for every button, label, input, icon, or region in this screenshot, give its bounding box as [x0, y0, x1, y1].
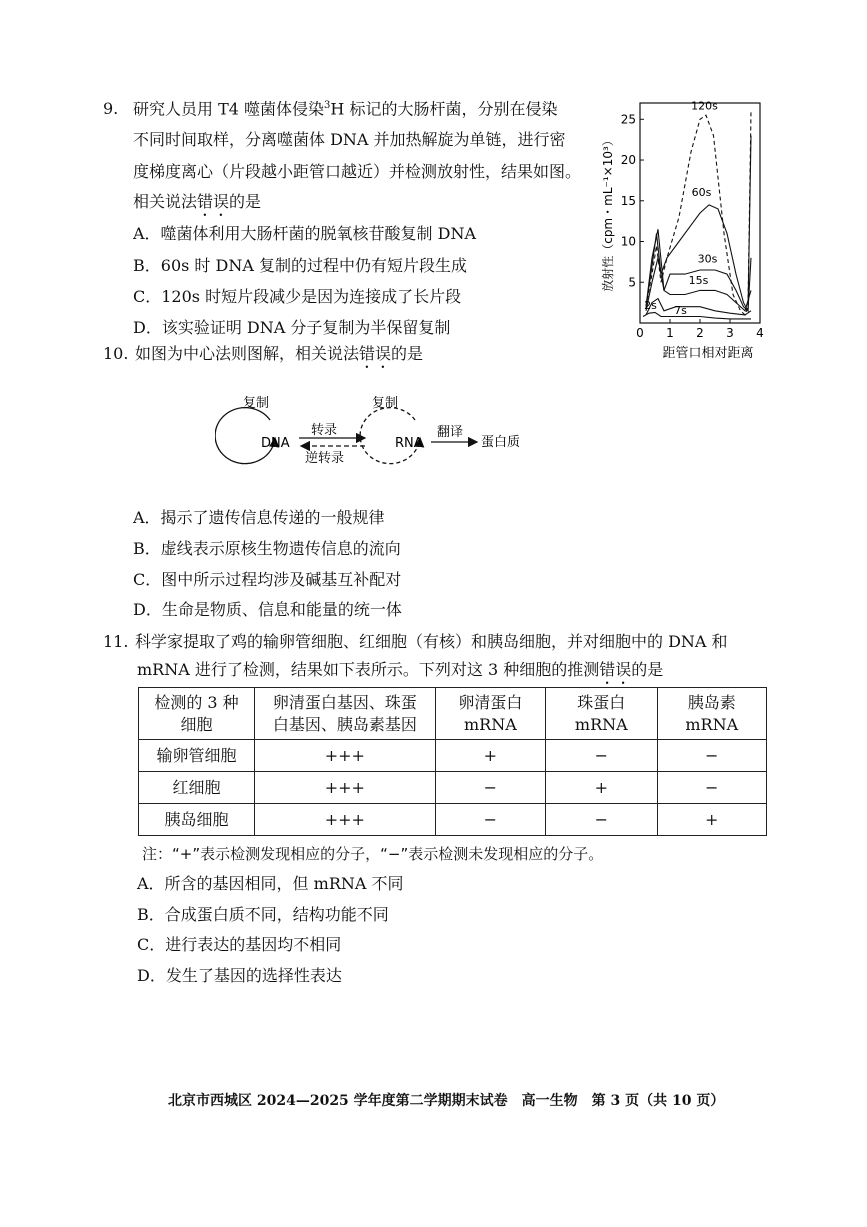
table-header-cell: 胰岛素 mRNA	[657, 688, 767, 740]
table-cell: +++	[255, 804, 436, 836]
table-cell: 红细胞	[139, 772, 255, 804]
q9-number: 9.	[103, 99, 119, 119]
table-cell: 输卵管细胞	[139, 740, 255, 772]
q9-line-1: 9. 研究人员用 T4 噬菌体侵染$^3$H 标记的大肠杆菌，分别在侵染	[103, 90, 557, 124]
y-axis-label: 放射性（cpm・mL⁻¹×10³）	[601, 134, 615, 292]
transcription-label: 转录	[311, 423, 338, 438]
table-cell: +	[657, 804, 767, 836]
table-cell: −	[435, 772, 545, 804]
table-cell: −	[546, 804, 657, 836]
table-cell: +++	[255, 740, 436, 772]
x-tick-label: 0	[636, 326, 644, 340]
q11-option-a: A．所含的基因相同，但 mRNA 不同	[137, 874, 404, 893]
table-header-row	[139, 688, 767, 740]
table-cell: +	[546, 772, 657, 804]
q9-option-b: B．60s 时 DNA 复制的过程中仍有短片段生成	[133, 256, 467, 275]
q11-option-d: D．发生了基因的选择性表达	[137, 966, 342, 985]
protein-node: 蛋白质	[481, 435, 521, 450]
dna-replication-label: 复制	[243, 396, 270, 411]
q9-option-d: D．该实验证明 DNA 分子复制为半保留复制	[133, 318, 451, 337]
translation-label: 翻译	[437, 425, 464, 440]
emphasis-text: 错误	[197, 192, 230, 211]
x-tick-label: 4	[756, 326, 764, 340]
table-cell: −	[657, 772, 767, 804]
table-cell: +++	[255, 772, 436, 804]
table-note: 注：“+”表示检测发现相应的分子，“−”表示检测未发现相应的分子。	[142, 845, 604, 863]
q11-line-2: mRNA 进行了检测，结果如下表所示。下列对这 3 种细胞的推测错误的是	[137, 660, 664, 679]
q10-option-b: B．虚线表示原核生物遗传信息的流向	[133, 539, 401, 558]
series-label: 7s	[674, 304, 687, 318]
y-tick-label: 10	[620, 234, 636, 249]
series-label: 60s	[691, 185, 712, 199]
series-line-7s	[646, 299, 751, 318]
table-header-cell: 卵清蛋白基因、珠蛋 白基因、胰岛素基因	[255, 688, 436, 740]
y-tick-label: 15	[620, 193, 636, 208]
q10-option-a: A．揭示了遗传信息传递的一般规律	[133, 508, 385, 527]
reverse-transcription-label: 逆转录	[305, 451, 345, 466]
table-cell: −	[657, 740, 767, 772]
series-label: 30s	[697, 252, 718, 266]
q9-line-3: 度梯度离心（片段越小距管口越近）并检测放射性，结果如图。	[133, 162, 582, 181]
q11-option-b: B．合成蛋白质不同，结构功能不同	[137, 905, 389, 924]
rna-replication-label: 复制	[372, 396, 399, 411]
q10-option-d: D．生命是物质、信息和能量的统一体	[133, 600, 402, 619]
q9-line-4: 相关说法错误的是	[133, 192, 262, 211]
x-tick-label: 2	[696, 326, 704, 340]
q9-line-2: 不同时间取样，分离噬菌体 DNA 并加热解旋为单链，进行密	[133, 130, 566, 149]
table-row	[139, 772, 767, 804]
table-cell: +	[435, 740, 545, 772]
emphasis-text: 错误	[599, 660, 632, 679]
table-cell: −	[546, 740, 657, 772]
q9-option-a: A．噬菌体利用大肠杆菌的脱氧核苷酸复制 DNA	[133, 224, 477, 243]
table-row	[139, 804, 767, 836]
y-tick-label: 25	[620, 112, 636, 127]
q10-number: 10.	[103, 344, 129, 363]
radioactivity-chart	[592, 95, 782, 365]
x-tick-label: 3	[726, 326, 734, 340]
table-header-cell: 珠蛋白 mRNA	[546, 688, 657, 740]
x-axis-label: 距管口相对距离	[662, 346, 754, 361]
series-label: 120s	[691, 99, 718, 113]
q11-line-1: 11. 科学家提取了鸡的输卵管细胞、红细胞（有核）和胰岛细胞，并对细胞中的 DNA 和	[103, 626, 728, 657]
y-tick-label: 5	[628, 275, 636, 290]
table-cell: −	[435, 804, 545, 836]
q9-option-c: C．120s 时短片段减少是因为连接成了长片段	[133, 287, 462, 306]
page-footer: 北京市西城区 2024—2025 学年度第二学期期末试卷 高一生物 第 3 页（共 10 页）	[168, 1093, 725, 1109]
x-tick-label: 1	[666, 326, 674, 340]
series-label: 2s	[644, 299, 657, 313]
central-dogma-diagram	[215, 390, 545, 480]
rna-node: RNA	[395, 436, 423, 451]
q10-option-c: C．图中所示过程均涉及碱基互补配对	[133, 570, 402, 589]
table-header-cell: 卵清蛋白 mRNA	[435, 688, 545, 740]
table-cell: 胰岛细胞	[139, 804, 255, 836]
table-header-cell: 检测的 3 种 细胞	[139, 688, 255, 740]
table-row	[139, 740, 767, 772]
detection-table	[138, 687, 767, 836]
q10-line-1: 10. 如图为中心法则图解，相关说法错误的是	[103, 338, 423, 372]
q11-option-c: C．进行表达的基因均不相同	[137, 935, 342, 954]
y-tick-label: 20	[620, 153, 636, 168]
dna-node: DNA	[261, 436, 290, 451]
q11-number: 11.	[103, 632, 129, 651]
series-label: 15s	[688, 273, 709, 287]
emphasis-text: 错误	[359, 344, 392, 363]
